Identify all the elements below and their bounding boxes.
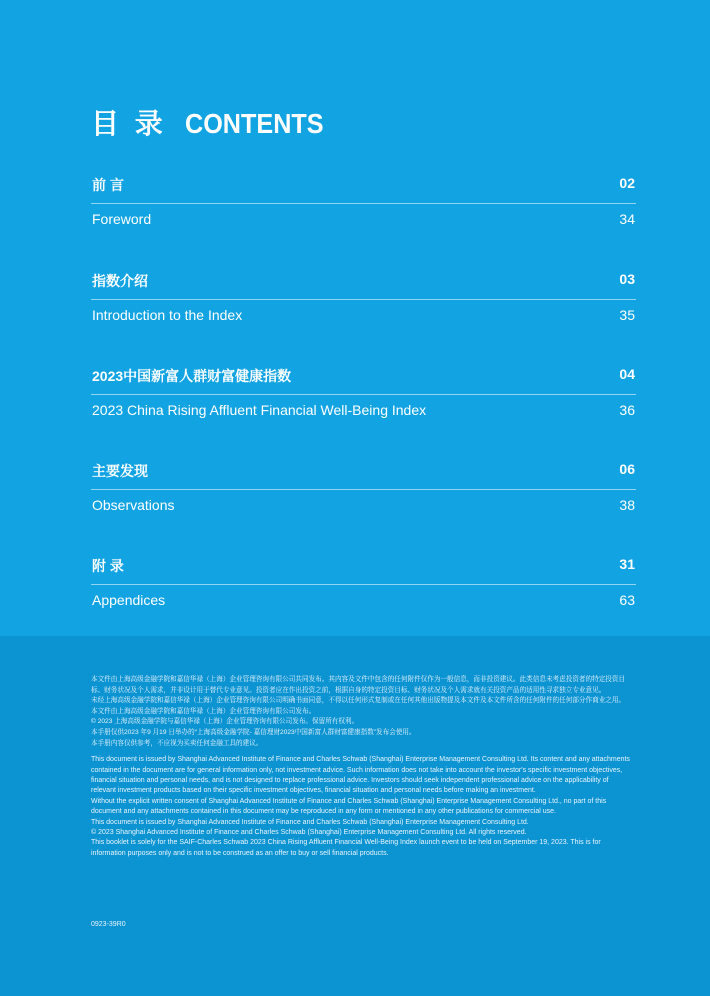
divider	[91, 299, 636, 300]
toc-entry-page: 02	[619, 175, 635, 191]
toc-entry-page: 04	[619, 366, 635, 382]
toc-entry-title: 主要发现	[92, 463, 148, 479]
page-title-zh: 目 录	[91, 108, 167, 139]
toc-section-observations	[91, 456, 636, 522]
disclaimer-en-paragraph: This booklet is solely for the SAIF-Charles Schwab 2023 China Rising Affluent Financial Well-Being Index launch event to be held on September 19, 2023. This is for information purposes only and is not to be construed as an offer to buy or sell financial products.	[91, 839, 601, 857]
disclaimer	[91, 675, 635, 859]
disclaimer-en-paragraph: Without the explicit written consent of Shanghai Advanced Institute of Finance and Charles Schwab (Shanghai) Enterprise Management Consulting Ltd., no part of this document and any attachments contained in this document may be reproduced in any form or mentioned in any other publications for commercial use.	[91, 797, 607, 816]
disclaimer-en-paragraph: This document is issued by Shanghai Advanced Institute of Finance and Charles Schwab (Shanghai) Enterprise Management Consulting Ltd.	[91, 818, 529, 826]
toc-entry-page: 34	[619, 211, 635, 227]
toc-entry-page: 06	[619, 461, 635, 477]
divider	[91, 394, 636, 395]
toc-entry-en[interactable]	[91, 302, 636, 332]
disclaimer-zh-paragraph: 本文件由上海高级金融学院和嘉信华禄（上海）企业管理咨询有限公司发布。	[91, 707, 316, 715]
disclaimer-zh-paragraph: 未经上海高级金融学院和嘉信华禄（上海）企业管理咨询有限公司明确书面同意，不得以任何形式复制或在任何其他出版物提及本文件及本文件所含的任何附件的任何部分作商业之用。	[91, 697, 626, 705]
disclaimer-zh-paragraph: 本手册仅供2023 年9 月19 日举办的“上海高级金融学院- 嘉信理财2023中国新富人群财富健康指数”发布会使用。	[91, 728, 416, 736]
divider	[91, 489, 636, 490]
page-title-en: CONTENTS	[184, 108, 324, 139]
disclaimer-zh-paragraph: 本手册内容仅供参考，不应视为买卖任何金融工具的建议。	[91, 739, 263, 747]
toc-entry-title: 2023 China Rising Affluent Financial Well-Being Index	[92, 402, 427, 418]
toc-section-introduction	[91, 266, 636, 332]
toc-entry-title: Appendices	[92, 592, 166, 608]
toc-entry-zh[interactable]	[91, 551, 636, 581]
toc-entry-en[interactable]	[91, 492, 636, 522]
toc-entry-en[interactable]	[91, 587, 636, 617]
toc-entry-title: 前 言	[92, 177, 124, 193]
page-title	[91, 102, 339, 142]
toc-entry-zh[interactable]	[91, 266, 636, 296]
toc-entry-title: Observations	[92, 497, 175, 513]
toc-section-index	[91, 361, 636, 427]
toc-entry-title: 2023中国新富人群财富健康指数	[92, 368, 292, 384]
toc-entry-title: 附 录	[92, 558, 124, 574]
toc-entry-page: 38	[619, 497, 635, 513]
disclaimer-en-paragraph: © 2023 Shanghai Advanced Institute of Finance and Charles Schwab (Shanghai) Enterprise Management Consulting Ltd. All rights reserved.	[91, 829, 527, 836]
disclaimer-zh-paragraph: © 2023 上海高级金融学院与嘉信华禄（上海）企业管理咨询有限公司发布。保留所有权利。	[91, 718, 359, 726]
toc-entry-zh[interactable]	[91, 361, 636, 391]
toc-entry-zh[interactable]	[91, 456, 636, 486]
toc-entry-page: 35	[619, 307, 635, 323]
toc-section-appendices	[91, 551, 636, 617]
divider	[91, 203, 636, 204]
toc-entry-page: 63	[619, 592, 635, 608]
toc-entry-en[interactable]	[91, 397, 636, 427]
toc-entry-zh[interactable]	[91, 170, 636, 200]
toc-entry-en[interactable]	[91, 206, 636, 236]
disclaimer-zh-paragraph: 本文件由上海高级金融学院和嘉信华禄（上海）企业管理咨询有限公司共同发布。其内容及文件中包含的任何附件仅作为一般信息，而非投资建议。此类信息未考虑投资者的特定投资目标、财务状况及个人需求，并非设计用于替代专业意见。投资者应在作出投资之前，根据自身的特定投资目标、财务状况及个人需求就有关投资产品的适用性寻求独立专业意见。	[91, 676, 626, 694]
disclaimer-en-paragraph: This document is issued by Shanghai Advanced Institute of Finance and Charles Schwab (Shanghai) Enterprise Management Consulting Ltd. Its content and any attachments contained in the document are for general information only, not investment advice. Such information does not take into account the investor's specific investment objectives, financial situation and personal needs, and is not designed to replace professional advice. Investors should seek independent professional advice on the applicability of relevant investment products based on their specific investment objectives, financial situation and personal needs before making an investment.	[91, 756, 630, 795]
divider	[91, 584, 636, 585]
toc-entry-title: 指数介绍	[92, 273, 148, 289]
toc-section-foreword	[91, 170, 636, 236]
toc-entry-page: 36	[619, 402, 635, 418]
toc-entry-page: 03	[619, 271, 635, 287]
toc-entry-title: Introduction to the Index	[92, 307, 243, 323]
toc-entry-title: Foreword	[92, 211, 152, 227]
document-code: 0923-39R0	[91, 921, 126, 928]
toc-entry-page: 31	[619, 556, 635, 572]
